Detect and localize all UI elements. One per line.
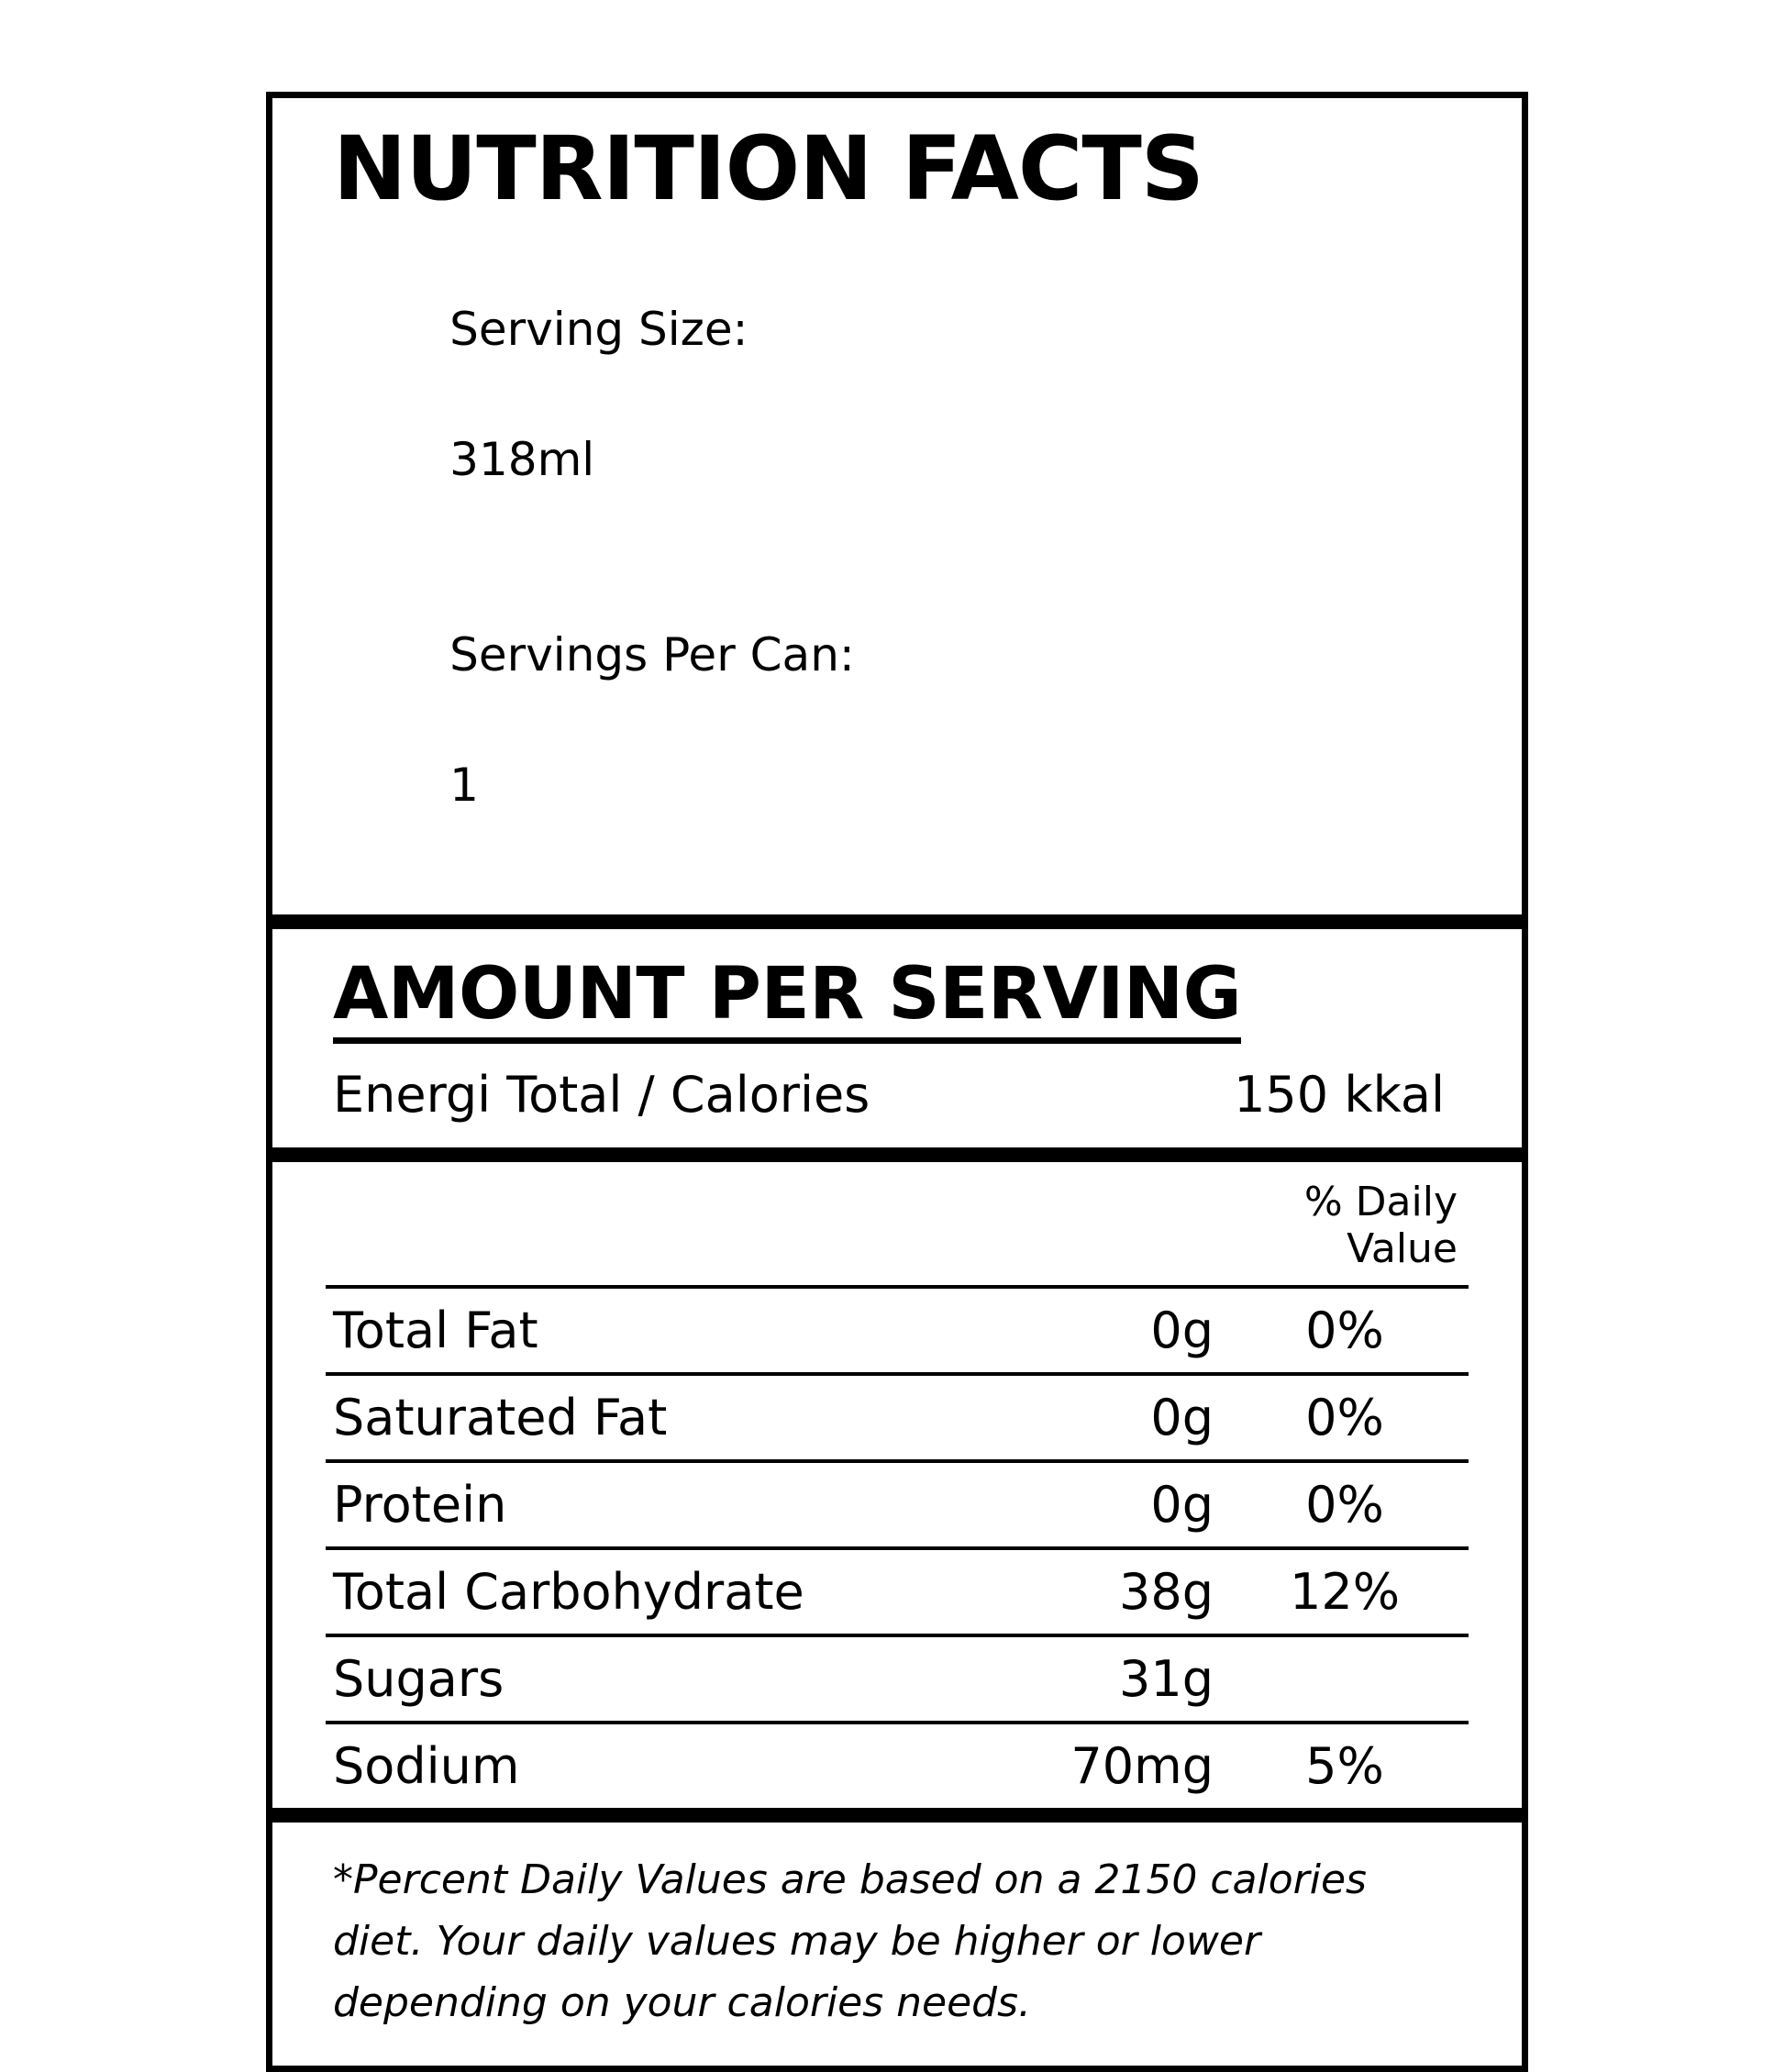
- header-amount-cell: [938, 1162, 1221, 1287]
- table-row: [326, 1635, 1469, 1723]
- divider-thick-3: [272, 1808, 1522, 1823]
- divider-thick-2: [272, 1147, 1522, 1162]
- nutrient-daily-value: [1221, 1635, 1469, 1723]
- table-row: [326, 1287, 1469, 1374]
- nutrient-daily-value: 0%: [1221, 1374, 1469, 1461]
- nutrient-name: Total Fat: [326, 1287, 938, 1374]
- nutrient-amount: 0g: [938, 1374, 1221, 1461]
- amount-per-serving-section: [272, 929, 1522, 1147]
- serving-size-row: [333, 232, 1469, 558]
- nutrient-name: Total Carbohydrate: [326, 1548, 938, 1635]
- serving-size-label: Serving Size:: [449, 303, 748, 357]
- table-row: [326, 1374, 1469, 1461]
- table-row: [326, 1461, 1469, 1548]
- nutrient-name: Sugars: [326, 1635, 938, 1723]
- header-spacer-cell: [326, 1162, 938, 1287]
- servings-per-can-row: [333, 558, 1469, 883]
- servings-per-can-value: 1: [449, 759, 479, 813]
- servings-per-can-label: Servings Per Can:: [449, 628, 855, 682]
- nutrient-name: Protein: [326, 1461, 938, 1548]
- nutrient-amount: 0g: [938, 1461, 1221, 1548]
- nutrition-facts-panel: [266, 92, 1528, 2072]
- nutrient-amount: 38g: [938, 1548, 1221, 1635]
- serving-size-value: 318ml: [449, 433, 595, 487]
- nutrient-daily-value: 0%: [1221, 1287, 1469, 1374]
- nutrients-table: [326, 1162, 1469, 1808]
- nutrient-amount: 70mg: [1070, 1737, 1214, 1796]
- daily-value-footnote: *Percent Daily Values are based on a 2150 calories diet. Your daily values may be higher or lower depending on your calories needs.: [333, 1856, 1367, 2027]
- nutrient-name: Sodium: [333, 1737, 520, 1796]
- nutrient-daily-value: 12%: [1221, 1548, 1469, 1635]
- page-title: NUTRITION FACTS: [333, 117, 1203, 220]
- panel-header-section: [272, 98, 1522, 914]
- nutrient-amount: 0g: [938, 1287, 1221, 1374]
- nutrient-name: Saturated Fat: [326, 1374, 938, 1461]
- calories-row: [333, 1066, 1461, 1124]
- table-row: [326, 1723, 1469, 1808]
- calories-label: Energi Total / Calories: [333, 1066, 870, 1125]
- table-row: [326, 1548, 1469, 1635]
- daily-value-header: % Daily Value: [1221, 1162, 1469, 1287]
- nutrients-table-section: [272, 1162, 1522, 1808]
- amount-per-serving-heading: AMOUNT PER SERVING: [333, 953, 1241, 1044]
- table-header-row: [326, 1162, 1469, 1287]
- nutrient-amount: 31g: [938, 1635, 1221, 1723]
- nutrient-daily-value: 0%: [1221, 1461, 1469, 1548]
- calories-value: 150 kkal: [1234, 1066, 1445, 1125]
- footnote-section: [272, 1823, 1522, 2066]
- divider-thick-1: [272, 914, 1522, 929]
- nutrient-daily-value: 5%: [1305, 1737, 1384, 1796]
